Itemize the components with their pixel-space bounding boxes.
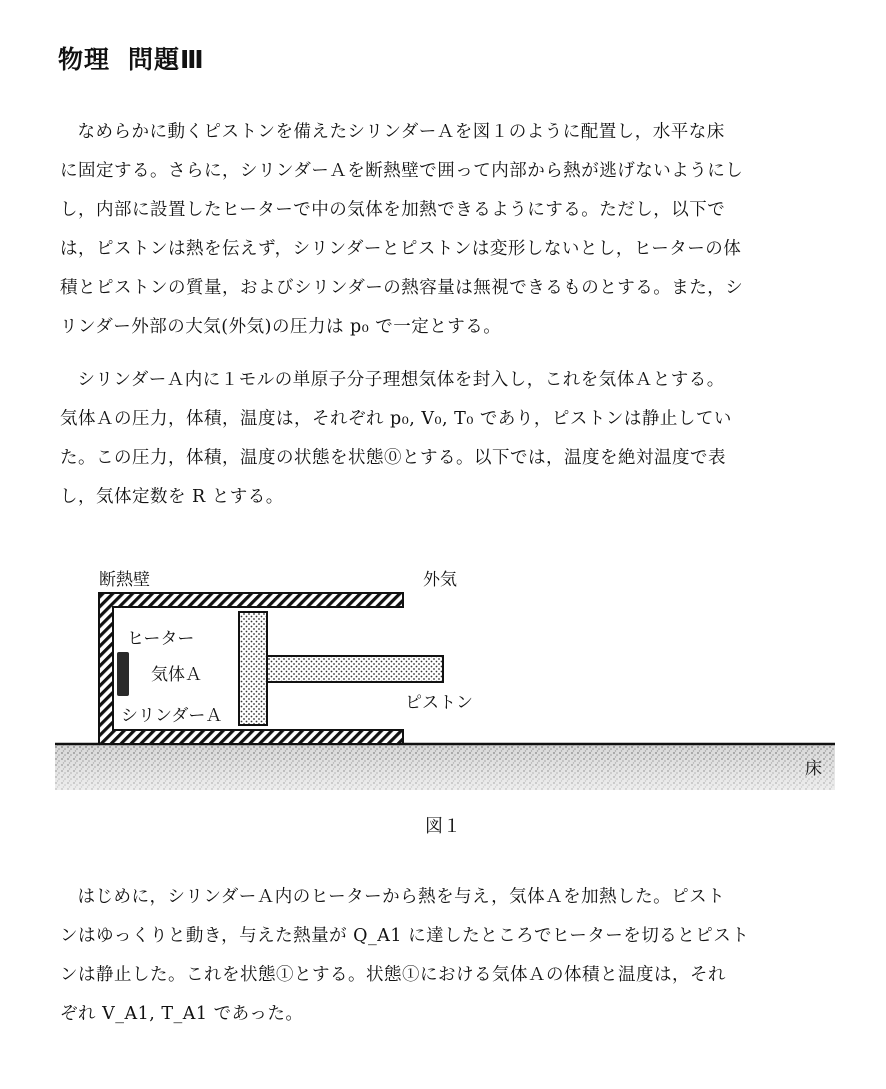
paragraph-line: シリンダーＡ内に１モルの単原子分子理想気体を封入し，これを気体Ａとする。: [77, 370, 725, 390]
figure-caption: 図１: [425, 816, 461, 837]
paragraph-line: ンは静止した。これを状態①とする。状態①における気体Ａの体積と温度は，それ: [60, 965, 726, 985]
floor: [55, 744, 835, 790]
heater-block: [117, 652, 129, 696]
paragraph-line: 気体Ａの圧力，体積，温度は，それぞれ p₀, V₀, T₀ であり，ピストンは静止してい: [60, 409, 732, 429]
paragraph-line: はじめに，シリンダーＡ内のヒーターから熱を与え，気体Ａを加熱した。ピスト: [77, 887, 726, 907]
heading-subject: 物理: [58, 45, 111, 74]
paragraph-line: リンダー外部の大気(外気)の圧力は p₀ で一定とする。: [60, 317, 502, 337]
problem-heading: [58, 40, 205, 76]
paragraph-line: なめらかに動くピストンを備えたシリンダーＡを図１のように配置し，水平な床: [77, 122, 725, 142]
piston-rod: [267, 656, 443, 682]
label-floor: 床: [805, 759, 822, 779]
paragraph-line: に固定する。さらに，シリンダーＡを断熱壁で囲って内部から熱が逃げないようにし: [60, 161, 744, 181]
paragraph-line: ぞれ V_A1, T_A1 であった。: [60, 1004, 304, 1024]
paragraph-line: は，ピストンは熱を伝えず，シリンダーとピストンは変形しないとし，ヒーターの体: [60, 239, 742, 259]
paragraph-line: し，内部に設置したヒーターで中の気体を加熱できるようにする。ただし，以下で: [60, 200, 726, 220]
label-wall: 断熱壁: [99, 570, 150, 590]
label-cylinder: シリンダーＡ: [121, 706, 223, 726]
label-outside-air: 外気: [423, 570, 457, 590]
paragraph-line: ンはゆっくりと動き，与えた熱量が Q_A1 に達したところでヒーターを切るとピスト: [60, 926, 750, 946]
paragraph-line: 積とピストンの質量，およびシリンダーの熱容量は無視できるものとする。また，シ: [60, 278, 744, 298]
heating-paragraph: [60, 878, 832, 1034]
piston-head: [239, 612, 267, 725]
label-piston: ピストン: [405, 693, 473, 713]
paragraph-line: し，気体定数を R とする。: [60, 487, 284, 507]
gas-paragraph: [60, 361, 832, 517]
cylinder-figure: [55, 560, 835, 800]
label-heater: ヒーター: [127, 629, 195, 649]
paragraph-line: た。この圧力，体積，温度の状態を状態⓪とする。以下では，温度を絶対温度で表: [60, 448, 726, 468]
heading-problem-number: 問題Ⅲ: [128, 45, 205, 74]
intro-paragraph: [60, 113, 832, 347]
label-gas: 気体Ａ: [151, 665, 202, 685]
